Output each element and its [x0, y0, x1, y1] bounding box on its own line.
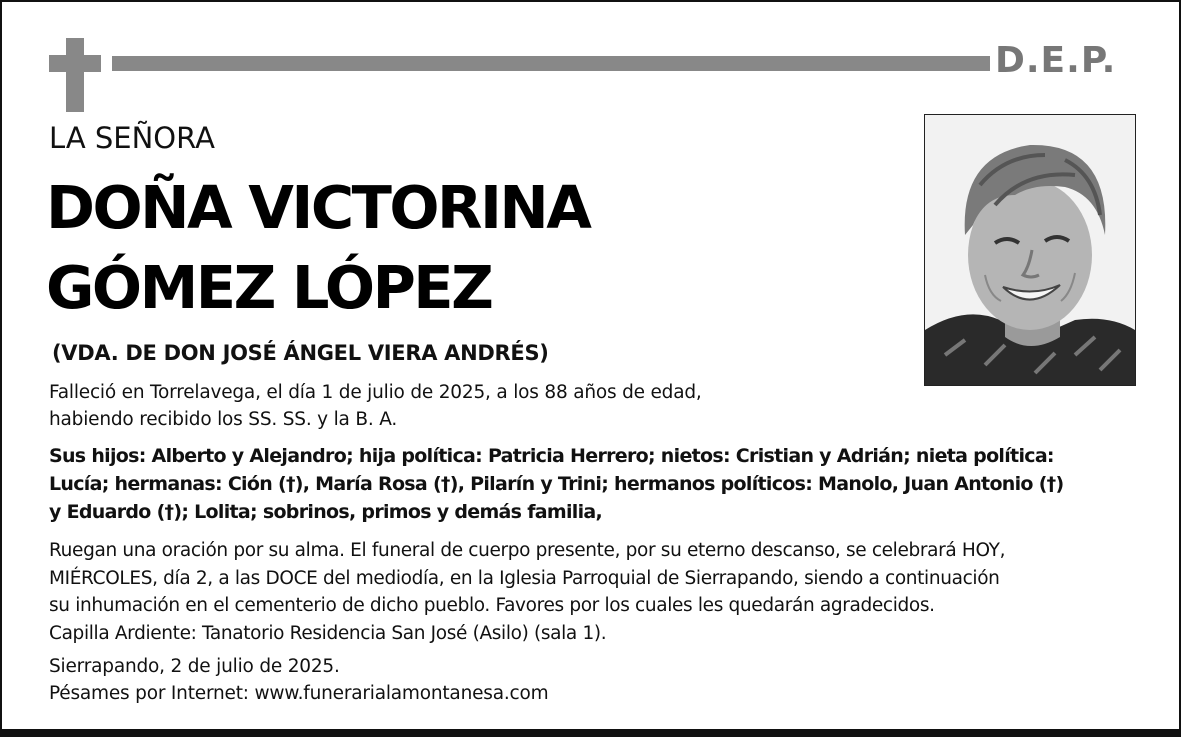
widow-of: (VDA. DE DON JOSÉ ÁNGEL VIERA ANDRÉS)	[52, 341, 549, 365]
dep-abbreviation: D.E.P.	[995, 40, 1117, 81]
latin-cross-icon	[49, 38, 101, 112]
funeral-details-line-2: MIÉRCOLES, día 2, a las DOCE del mediodía, en la Iglesia Parroquial de Sierrapando, siendo a continuación	[49, 567, 1000, 589]
family-members-line-1: Sus hijos: Alberto y Alejandro; hija política: Patricia Herrero; nietos: Cristian y Adrián; nieta política:	[49, 445, 1054, 467]
death-announcement-line-2: habiendo recibido los SS. SS. y la B. A.	[49, 409, 398, 430]
honorific: LA SEÑORA	[49, 121, 215, 155]
deceased-name-line-1: DOÑA VICTORINA	[46, 173, 590, 242]
funeral-details	[49, 537, 1149, 647]
place-date: Sierrapando, 2 de julio de 2025.	[49, 656, 340, 677]
death-announcement-line-1: Falleció en Torrelavega, el día 1 de julio de 2025, a los 88 años de edad,	[49, 382, 702, 403]
closing-info	[49, 653, 1149, 707]
portrait-illustration	[925, 115, 1135, 385]
family-members-line-2: Lucía; hermanas: Ción (†), María Rosa (†), Pilarín y Trini; hermanos políticos: Manolo, Juan Antonio (†)	[49, 473, 1064, 495]
funeral-chapel-line: Capilla Ardiente: Tanatorio Residencia San José (Asilo) (sala 1).	[49, 622, 607, 644]
portrait-photo	[924, 114, 1136, 386]
funeral-details-line-3: su inhumación en el cementerio de dicho pueblo. Favores por los cuales les quedarán agradecidos.	[49, 595, 935, 616]
funeral-details-line-1: Ruegan una oración por su alma. El funeral de cuerpo presente, por su eterno descanso, se celebrará HOY,	[49, 540, 1006, 561]
header-rule	[112, 56, 990, 71]
deceased-name-line-2: GÓMEZ LÓPEZ	[46, 253, 492, 322]
death-announcement	[49, 379, 1149, 433]
family-members	[49, 442, 1149, 526]
deceased-name	[46, 168, 866, 328]
condolences-website: Pésames por Internet: www.funerarialamontanesa.com	[49, 683, 549, 704]
family-members-line-3: y Eduardo (†); Lolita; sobrinos, primos y demás familia,	[49, 501, 603, 523]
